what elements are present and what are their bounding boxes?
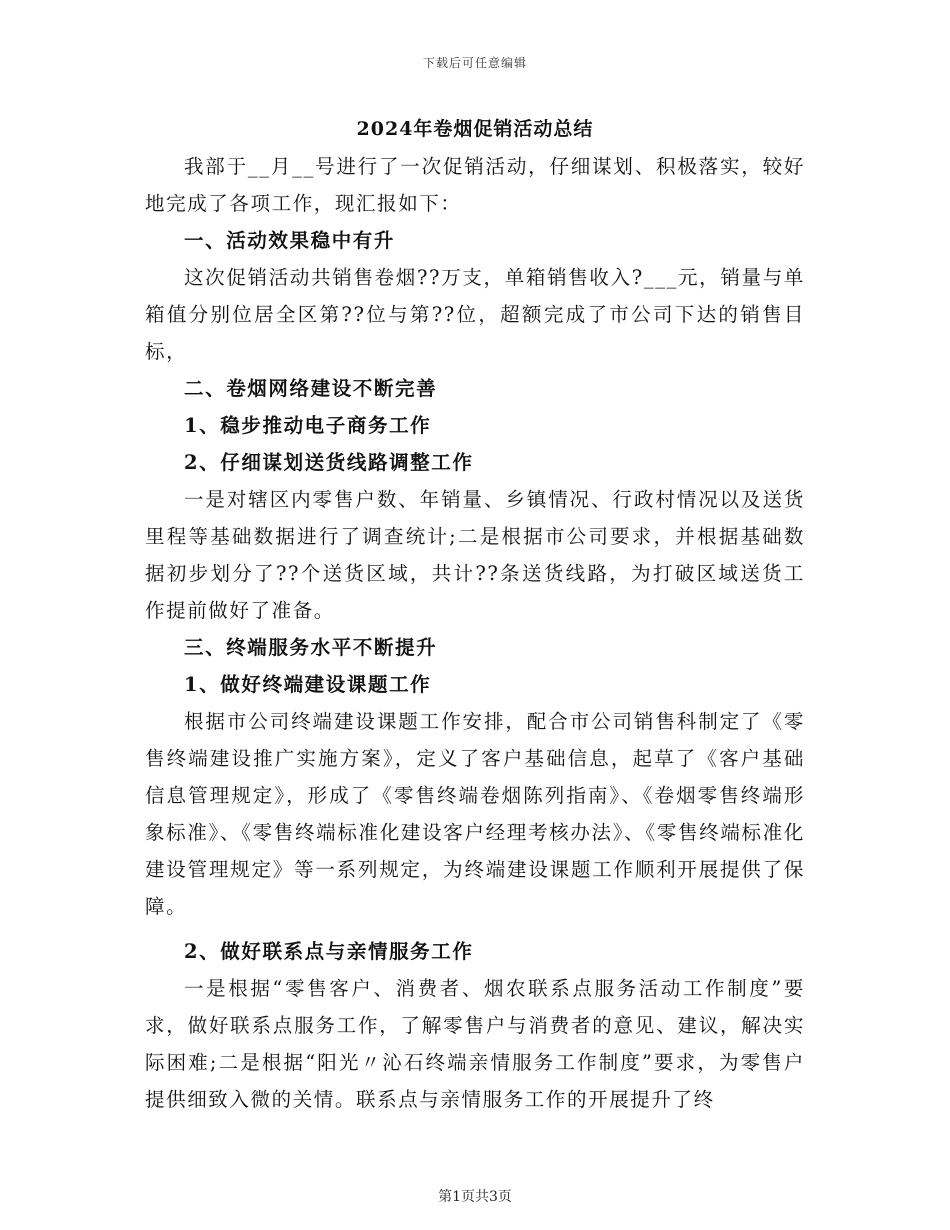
paragraph-intro: 我部于__月__号进行了一次促销活动，仔细谋划、积极落实，较好地完成了各项工作，现汇报如下： — [145, 155, 805, 215]
paragraph-terminal-construction: 根据市公司终端建设课题工作安排，配合市公司销售科制定了《零售终端建设推广实施方案》，定义了客户基础信息，起草了《客户基础信息管理规定》，形成了《零售终端卷烟陈列指南》、《卷烟零售终端形象标准》、《零售终端标准化建设客户经理考核办法》、《零售终端标准化建设管理规定》等一系列规定，为终端建设课题工作顺利开展提供了保障。 — [145, 710, 805, 918]
heading-subsection-2-1: 1、稳步推动电子商务工作 — [184, 414, 432, 437]
page-header: 下载后可任意编辑 — [422, 56, 527, 70]
page-footer: 第1页共3页 — [438, 1189, 512, 1205]
heading-subsection-2-2: 2、仔细谋划送货线路调整工作 — [184, 451, 474, 474]
spacer — [145, 925, 805, 933]
document-title: 2024年卷烟促销活动总结 — [356, 118, 594, 140]
heading-subsection-3-1: 1、做好终端建设课题工作 — [184, 673, 432, 696]
paragraph-liaison-service: 一是根据“零售客户、消费者、烟农联系点服务活动工作制度”要求，做好联系点服务工作，了解零售户与消费者的意见、建议，解决实际困难;二是根据“阳光〃沁石终端亲情服务工作制度”要求，为零售户提供细致入微的关情。联系点与亲情服务工作的开展提升了终 — [145, 977, 805, 1111]
document-body — [145, 110, 805, 1118]
heading-section-2: 二、卷烟网络建设不断完善 — [184, 377, 438, 400]
paragraph-delivery-routes: 一是对辖区内零售户数、年销量、乡镇情况、行政村情况以及送货里程等基础数据进行了调查统计;二是根据市公司要求，并根据基础数据初步划分了??个送货区域，共计??条送货线路，为打破区域送货工作提前做好了准备。 — [145, 488, 805, 622]
heading-section-3: 三、终端服务水平不断提升 — [184, 636, 438, 659]
heading-section-1: 一、活动效果稳中有升 — [184, 229, 396, 252]
heading-subsection-3-2: 2、做好联系点与亲情服务工作 — [184, 940, 474, 963]
paragraph-sales-result: 这次促销活动共销售卷烟??万支，单箱销售收入?___元，销量与单箱值分别位居全区第??位与第??位，超额完成了市公司下达的销售目标， — [145, 266, 805, 363]
